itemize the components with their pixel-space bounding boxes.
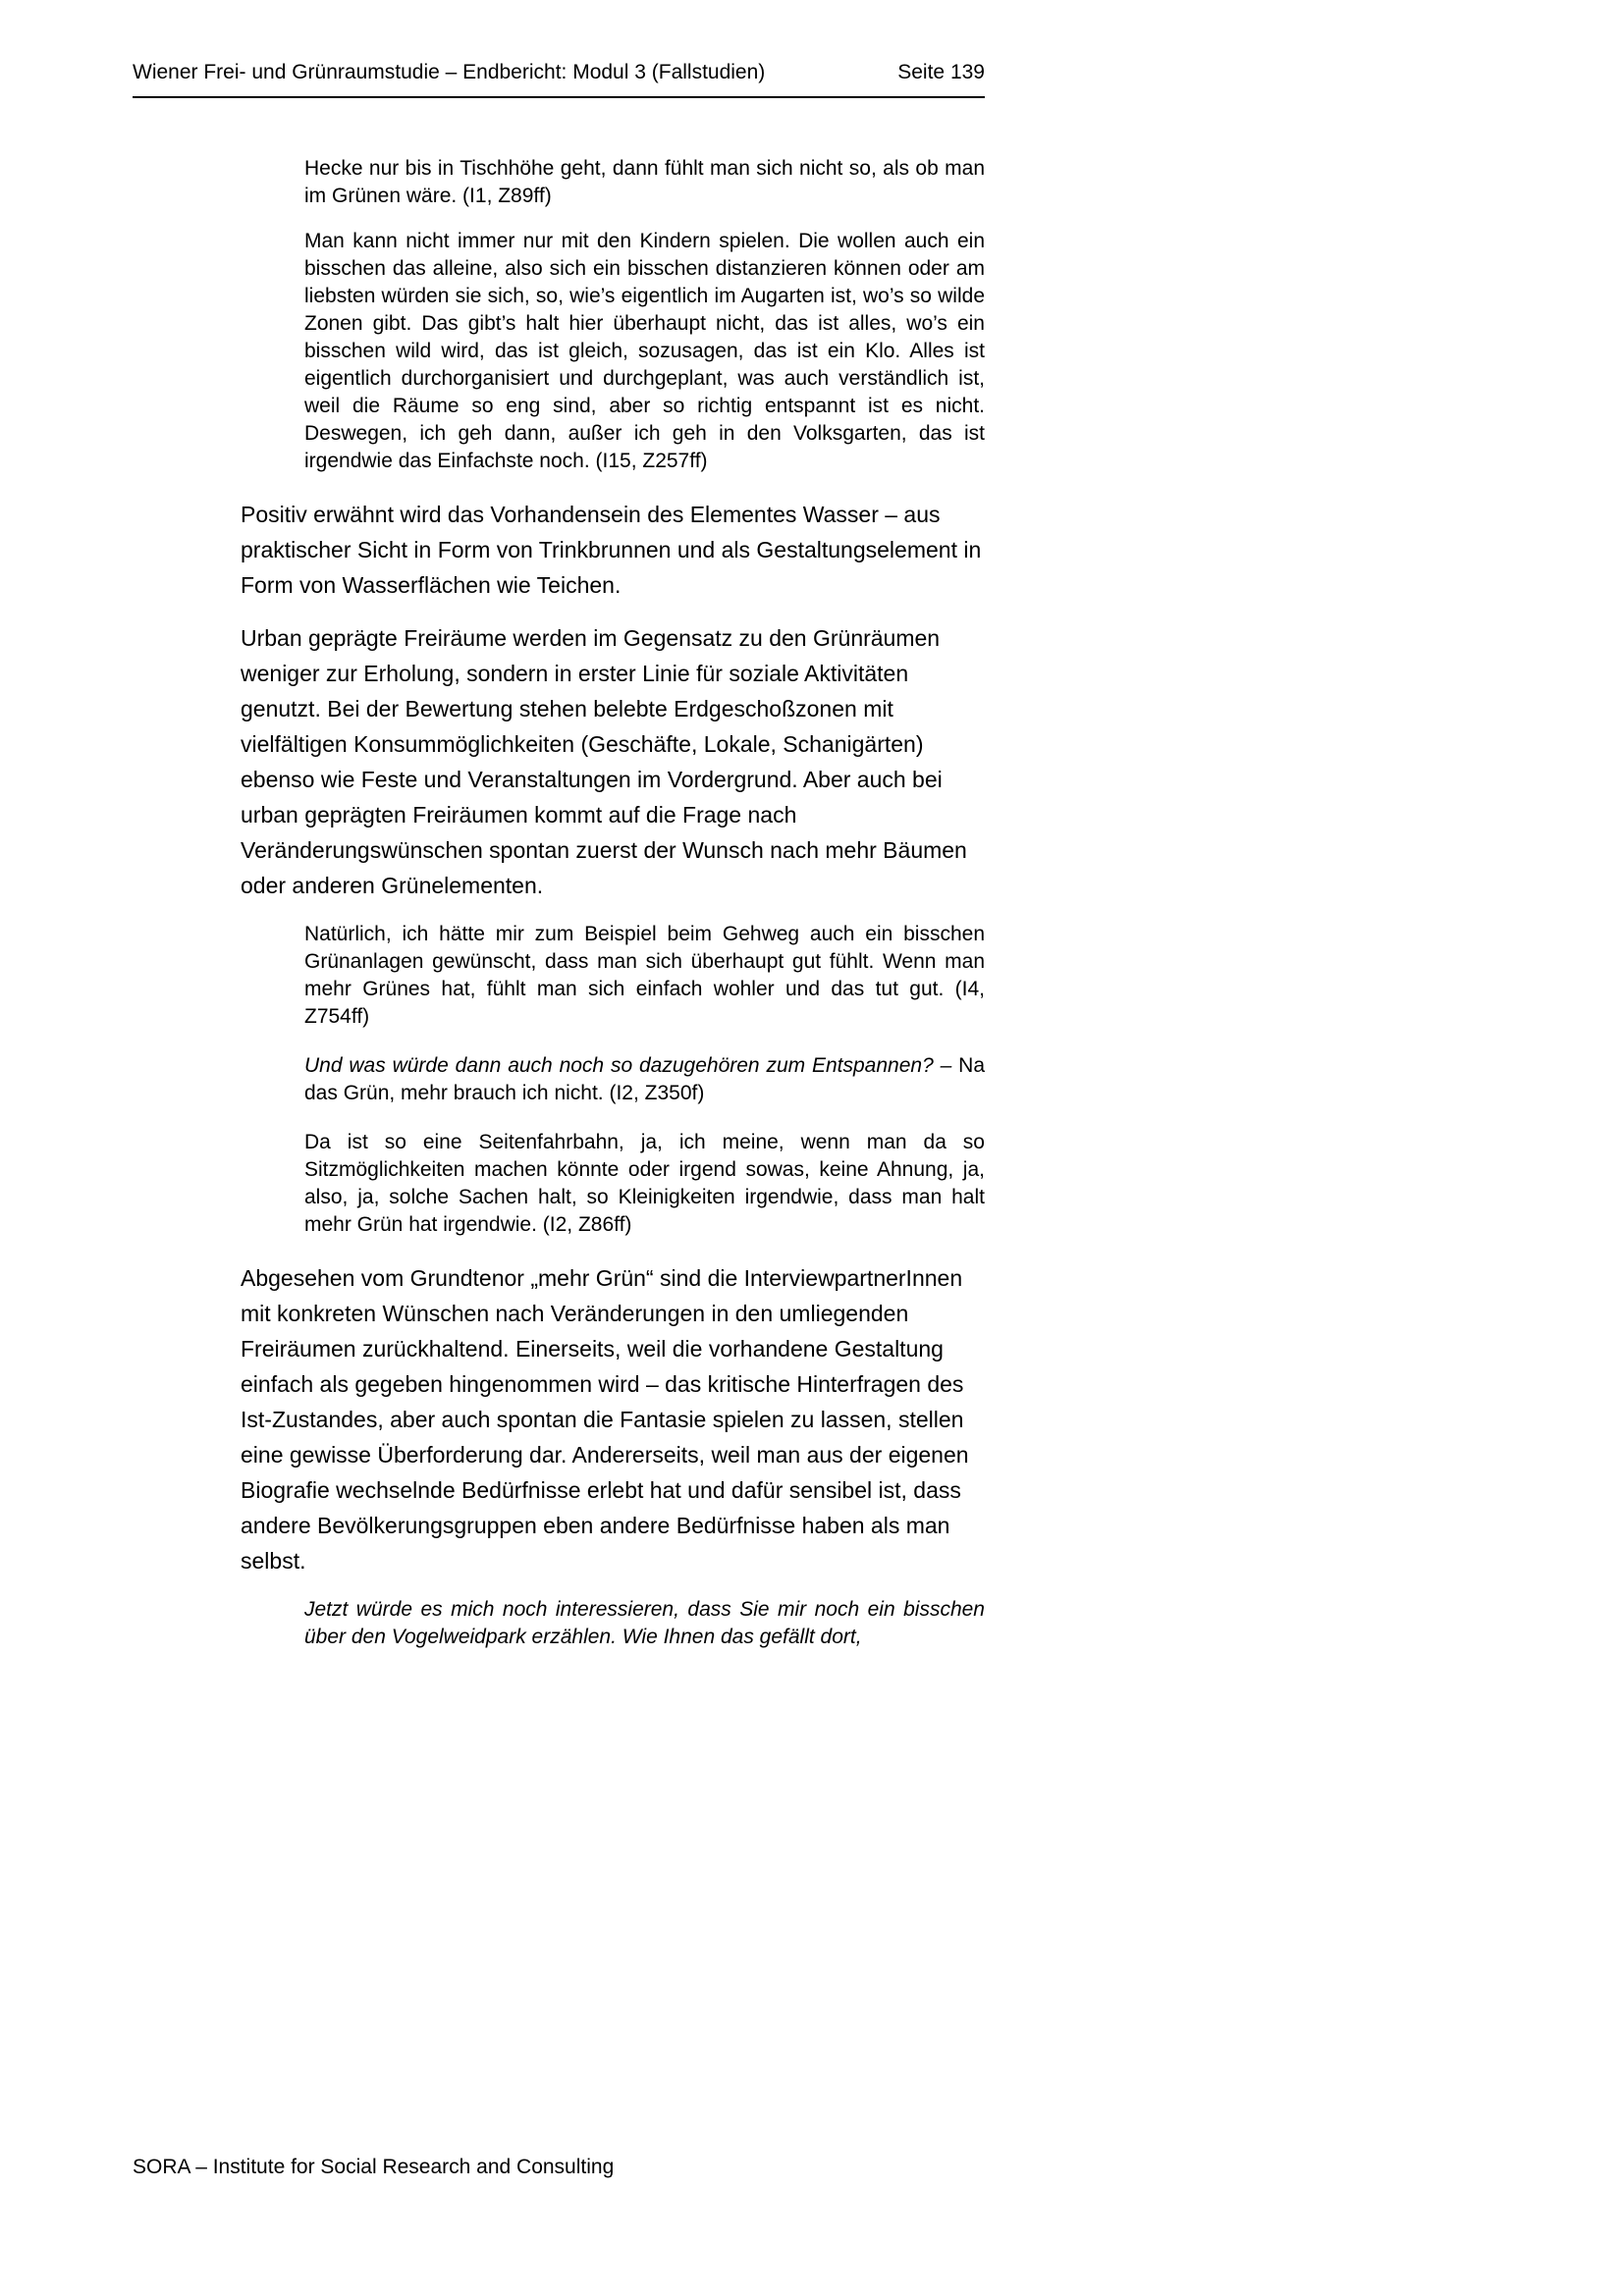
quote-block-interviewer: Jetzt würde es mich noch interessieren, dass Sie mir noch ein bisschen über den Vogelweidpark erzählen. Wie Ihnen das gefällt dort, bbox=[304, 1598, 985, 1648]
quote-block: Natürlich, ich hätte mir zum Beispiel beim Gehweg auch ein bisschen Grünanlagen gewünscht, dass man sich überhaupt gut fühlt. Wenn man mehr Grünes hat, fühlt man sich einfach wohler und das tut gut. (I4, Z754ff) bbox=[304, 923, 985, 1028]
footer-text: SORA – Institute for Social Research and Consulting bbox=[133, 2156, 615, 2178]
interviewer-question: Und was würde dann auch noch so dazugehören zum Entspannen? – bbox=[304, 1054, 952, 1077]
quote-block: Man kann nicht immer nur mit den Kindern spielen. Die wollen auch ein bisschen das alleine, also sich ein bisschen distanzieren können oder am liebsten würden sie sich, so, wie’s eigentlich im Augarten ist, wo’s so wilde Zonen gibt. Das gibt’s halt hier überhaupt nicht, das ist alles, wo’s ein bisschen wild wird, das ist gleich, sozusagen, das ist ein Klo. Alles ist eigentlich durchorganisiert und durchgeplant, was auch verständlich ist, weil die Räume so eng sind, aber so richtig entspannt ist es nicht. Deswegen, ich geh dann, außer ich geh in den Volksgarten, das ist irgendwie das Einfachste noch. (I15, Z257ff) bbox=[304, 230, 985, 472]
body-paragraph: Abgesehen vom Grundtenor „mehr Grün“ sind die InterviewpartnerInnen mit konkreten Wünschen nach Veränderungen in den umliegenden Freiräumen zurückhaltend. Einerseits, weil die vorhandene Gestaltung einfach als gegeben hingenommen wird – das kritische Hinterfragen des Ist-Zustandes, aber auch spontan die Fantasie spielen zu lassen, stellen eine gewisse Überforderung dar. Andererseits, weil man aus der eigenen Biografie wechselnde Bedürfnisse erlebt hat und dafür sensibel ist, dass andere Bevölkerungsgruppen eben andere Bedürfnisse haben als man selbst. bbox=[241, 1265, 969, 1574]
body-paragraph: Urban geprägte Freiräume werden im Gegensatz zu den Grünräumen weniger zur Erholung, sondern in erster Linie für soziale Aktivitäten genutzt. Bei der Bewertung stehen belebte Erdgeschoßzonen mit vielfältigen Konsummöglichkeiten (Geschäfte, Lokale, Schanigärten) ebenso wie Feste und Veranstaltungen im Vordergrund. Aber auch bei urban geprägten Freiräumen kommt auf die Frage nach Veränderungswünschen spontan zuerst der Wunsch nach mehr Bäumen oder anderen Grünelementen. bbox=[241, 625, 967, 898]
quote-answer: Na das Grün, mehr brauch ich nicht. (I2, Z350f) bbox=[304, 1054, 985, 1104]
page-body bbox=[133, 155, 985, 1669]
page-footer bbox=[133, 2156, 614, 2179]
header-page-number: Seite 139 bbox=[897, 61, 985, 83]
quote-block: Hecke nur bis in Tischhöhe geht, dann fühlt man sich nicht so, als ob man im Grünen wäre. (I1, Z89ff) bbox=[304, 157, 985, 207]
quote-block: Da ist so eine Seitenfahrbahn, ja, ich meine, wenn man da so Sitzmöglichkeiten machen könnte oder irgend sowas, keine Ahnung, ja, also, ja, solche Sachen halt, so Kleinigkeiten irgendwie, dass man halt mehr Grün hat irgendwie. (I2, Z86ff) bbox=[304, 1131, 985, 1236]
header-title: Wiener Frei- und Grünraumstudie – Endbericht: Modul 3 (Fallstudien) bbox=[133, 61, 766, 83]
page-header bbox=[133, 61, 985, 98]
quote-block bbox=[304, 1052, 985, 1107]
body-paragraph: Positiv erwähnt wird das Vorhandensein des Elementes Wasser – aus praktischer Sicht in Form von Trinkbrunnen und als Gestaltungselement in Form von Wasserflächen wie Teichen. bbox=[241, 502, 982, 598]
